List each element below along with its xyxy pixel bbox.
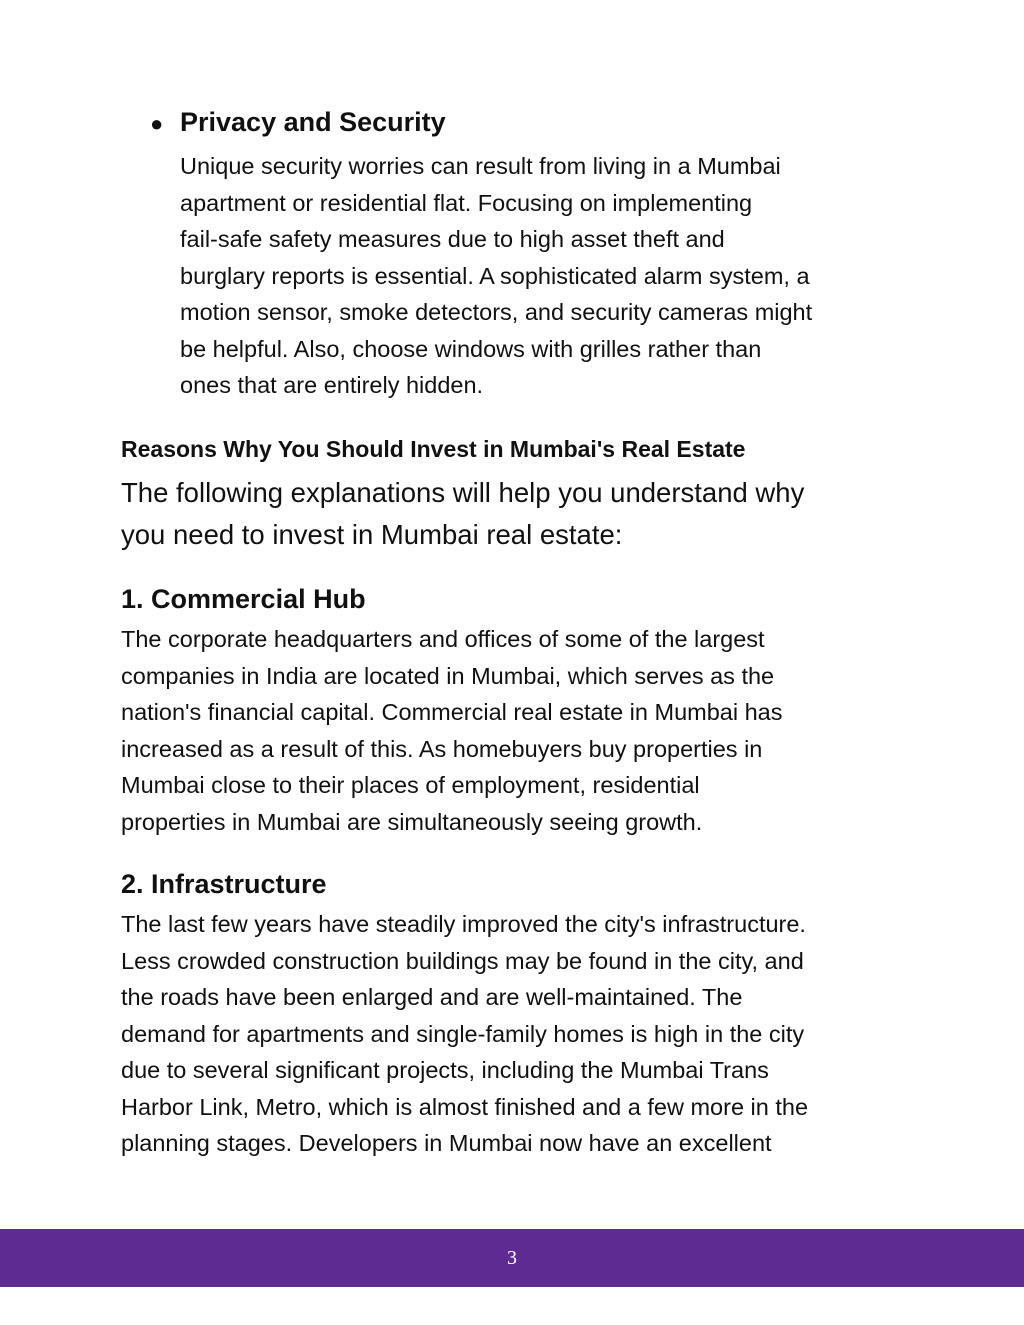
bullet-title: Privacy and Security [180, 107, 446, 137]
reasons-intro-text: The following explanations will help you understand why you need to invest in Mumbai real estate: [121, 477, 805, 550]
section-body-text: The corporate headquarters and offices of some of the largest companies in India are located in Mumbai, which serves as the nation's financial capital. Commercial real estate in Mumbai has increased as a result of this. As homebuyers buy properties in Mumbai close to their places of employment, residential properties in Mumbai are simultaneously seeing growth. [121, 626, 783, 835]
bullet-heading-row [150, 104, 910, 142]
privacy-security-bullet [150, 104, 910, 404]
reasons-title: Reasons Why You Should Invest in Mumbai's Real Estate [121, 436, 746, 462]
section-heading: 2. Infrastructure [121, 869, 327, 899]
bullet-body-text: Unique security worries can result from living in a Mumbai apartment or residential flat. Focusing on implementing fail-safe safety measures due to high asset theft and burglary reports is essential. A sophisticated alarm system, a motion sensor, smoke detectors, and security cameras might be helpful. Also, choose windows with grilles rather than ones that are entirely hidden. [180, 153, 813, 398]
bullet-marker-icon: ● [150, 111, 164, 136]
section-heading: 1. Commercial Hub [121, 584, 366, 614]
section-body-text: The last few years have steadily improved the city's infrastructure. Less crowded construction buildings may be found in the city, and the roads have been enlarged and are well-maintained. The demand for apartments and single-family homes is high in the city due to several significant projects, including the Mumbai Trans Harbor Link, Metro, which is almost finished and a few more in the planning stages. Developers in Mumbai now have an excellent [121, 911, 809, 1156]
section-infrastructure [121, 866, 921, 1162]
page-number: 3 [507, 1246, 517, 1269]
footer-bar [0, 1229, 1024, 1287]
section-commercial-hub [121, 581, 921, 840]
reasons-section [121, 434, 921, 556]
